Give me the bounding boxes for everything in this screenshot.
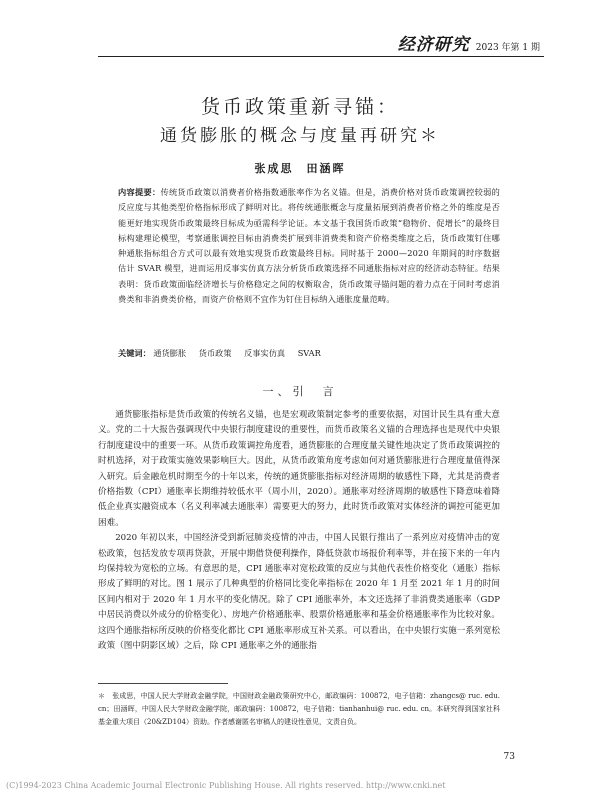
- keyword: 反事实仿真: [244, 348, 286, 358]
- abstract-label: 内容提要：: [118, 187, 161, 197]
- journal-header: [398, 30, 540, 55]
- abstract: [118, 185, 500, 307]
- keyword: SVAR: [297, 348, 321, 358]
- footnote-rule: [98, 683, 228, 684]
- header-rule: [98, 56, 544, 57]
- keyword: 货币政策: [198, 348, 232, 358]
- keywords-label: 关键词：: [118, 348, 151, 358]
- body-text: [98, 408, 500, 655]
- paragraph: 通货膨胀指标是货币政策的传统名义锚，也是宏观政策制定参考的重要依据，对国计民生具有重大意义。党的二十大报告强调现代中央银行制度建设的重要性，而货币政策名义锚的合理选择也是现代中央银行制度建设中的重要一环。从货币政策调控角度看，通货膨胀的合理度量关键性地决定了货币政策调控的时机选择，对于政策实施效果影响巨大。因此，从货币政策角度考虑如何对通货膨胀进行合理度量值得深入研究。后金融危机时期至今的十年以来，传统的通货膨胀指标对经济周期的敏感性下降，尤其是消费者价格指数（CPI）通胀率长期维持较低水平（周小川，2020）。通胀率对经济周期的敏感性下降意味着降低企业真实融资成本（名义利率减去通胀率）需要更大的努力，此时货币政策对实体经济的调控可能更加困难。: [98, 410, 500, 528]
- issue-label: 2023 年第 1 期: [475, 43, 540, 53]
- journal-name: 经济研究: [397, 35, 470, 55]
- paragraph: 2020 年初以来，中国经济受到新冠肺炎疫情的冲击，中国人民银行推出了一系列应对疫情冲击的宽松政策，包括发放专项再贷款，开展中期借贷便利操作，降低贷款市场报价利率等，并在接下来的一年内均保持较为宽松的立场。有意思的是，CPI 通胀率对宽松政策的反应与其他代表性价格变化（通胀）指标形成了鲜明的对比。图 1 展示了几种典型的价格同比变化率指标在 2020 年 1 月至 2021 年 1 月的时间区间内相对于 2020 年 1 月水平的变化情况。除了 CPI 通胀率外，本文还选择了非消费类通胀率（GDP 中居民消费以外成分的价格变化）、房地产价格通胀率、股票价格通胀率和基金价格通胀率作为比较对象。这四个通胀指标所反映的价格变化都比 CPI 通胀率形成互补关系。可以看出，在中央银行实施一系列宽松政策（图中阴影区域）之后，除 CPI 通胀率之外的通胀指: [98, 533, 500, 652]
- article-title: 货币政策重新寻锚：: [200, 96, 399, 118]
- page-number: 73: [503, 752, 515, 762]
- author-list: 张成思 田涵晖: [254, 162, 346, 175]
- keyword: 通货膨胀: [153, 348, 187, 358]
- abstract-text: 传统货币政策以消费者价格指数通胀率作为名义锚。但是，消费价格对货币政策调控较弱的反应度与其他类型价格指标形成了鲜明对比。将传统通胀概念与度量拓展到消费者价格之外的维度是否能更好地实现货币政策最终目标成为亟需科学论证。本文基于我国货币政策“稳物价、促增长”的最终目标构建理论模型，考察通胀调控目标由消费类扩展到非消费类和资产价格类维度之后，货币政策钉住哪种通胀指标组合方式可以最有效地实现货币政策最终目标。同时基于 2000—2020 年期间的时序数据估计 SVAR 模型，进而运用反事实仿真方法分析货币政策选择不同通胀指标对应的经济动态特征。结果表明：货币政策面临经济增长与价格稳定之间的权衡取舍，货币政策寻锚问题的着力点在于同时考虑消费类和非消费类价格，而资产价格则不宜作为钉住目标纳入通胀度量范畴。: [118, 187, 500, 305]
- article-subtitle: 通货膨胀的概念与度量再研究＊: [160, 126, 440, 146]
- footnote: ＊ 张成思，中国人民大学财政金融学院，中国财政金融政策研究中心，邮政编码：100872，电子信箱：zhangcs@ ruc. edu. cn；田涵晖，中国人民大学财政金融学院，邮政编码：100872，电子信箱：tianhanhui@ ruc. edu. cn。本研究得到国家社科基金重大项目（20&ZD104）资助。作者感谢匿名审稿人的建设性意见，文责自负。: [98, 692, 500, 726]
- keywords: [118, 348, 500, 359]
- section-heading: 一、引 言: [262, 385, 338, 398]
- copyright-watermark: (C)1994-2023 China Academic Journal Electronic Publishing House. All rights reserved. http://www.cnki.net: [6, 781, 446, 790]
